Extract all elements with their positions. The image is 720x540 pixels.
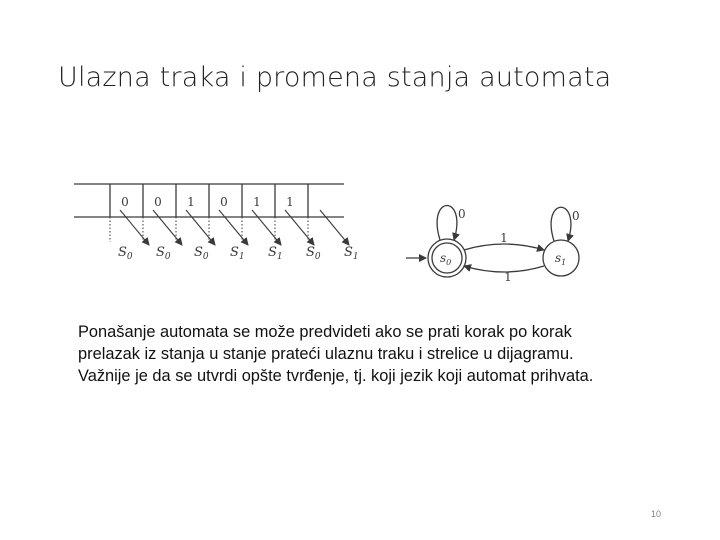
figure-svg bbox=[60, 168, 600, 288]
tape-symbol: 0 bbox=[154, 195, 162, 209]
tape-state-label: $S_1$ bbox=[344, 245, 359, 262]
transition-arrow bbox=[219, 210, 248, 245]
tape-state-label: $S_0$ bbox=[118, 245, 133, 262]
tape-state-label: $S_0$ bbox=[156, 245, 171, 262]
body-line: prelazak iz stanja u stanje prateći ulaznu traku i strelice u dijagramu. bbox=[78, 345, 574, 363]
loop-s1-label: 0 bbox=[572, 209, 580, 223]
tape-symbol: 1 bbox=[286, 195, 294, 209]
tape-state-label: $S_1$ bbox=[268, 245, 283, 262]
tape-state-label: $S_1$ bbox=[230, 245, 245, 262]
page-number: 10 bbox=[651, 509, 662, 519]
transition-s1-s0-label: 1 bbox=[504, 270, 512, 284]
tape-state-label: $S_0$ bbox=[194, 245, 209, 262]
slide-body-text bbox=[78, 321, 678, 387]
loop-s0-label: 0 bbox=[458, 207, 466, 221]
transition-arrow bbox=[285, 210, 314, 245]
tape-symbol: 0 bbox=[121, 195, 129, 209]
transition-arrow bbox=[320, 210, 349, 245]
automaton-figure bbox=[60, 168, 600, 288]
tape-symbols bbox=[121, 195, 294, 209]
transition-arrow bbox=[120, 210, 149, 245]
transition-arrow bbox=[186, 210, 215, 245]
body-line: Ponašanje automata se može predvideti ako se prati korak po korak bbox=[78, 323, 572, 341]
transition-arrow bbox=[153, 210, 182, 245]
tape-symbol: 0 bbox=[220, 195, 228, 209]
body-line: Važnije je da se utvrdi opšte tvrđenje, tj. koji jezik koji automat prihvata. bbox=[78, 367, 594, 385]
input-tape bbox=[74, 184, 344, 217]
tape-state-labels bbox=[118, 245, 359, 262]
state-diagram bbox=[406, 206, 579, 278]
tape-symbol: 1 bbox=[253, 195, 261, 209]
slide-title: Ulazna traka i promena stanja automata bbox=[58, 62, 612, 93]
transition-s0-s1-label: 1 bbox=[500, 231, 508, 245]
transition-arrow bbox=[252, 210, 281, 245]
state-s0-label: $s_0$ bbox=[440, 251, 452, 267]
self-loop-s1 bbox=[551, 207, 571, 241]
tape-symbol: 1 bbox=[187, 195, 195, 209]
tape-transition-arrows bbox=[120, 210, 349, 245]
state-s1-label: $s_1$ bbox=[555, 251, 567, 267]
self-loop-s0 bbox=[437, 206, 457, 241]
tape-state-label: $S_0$ bbox=[306, 245, 321, 262]
